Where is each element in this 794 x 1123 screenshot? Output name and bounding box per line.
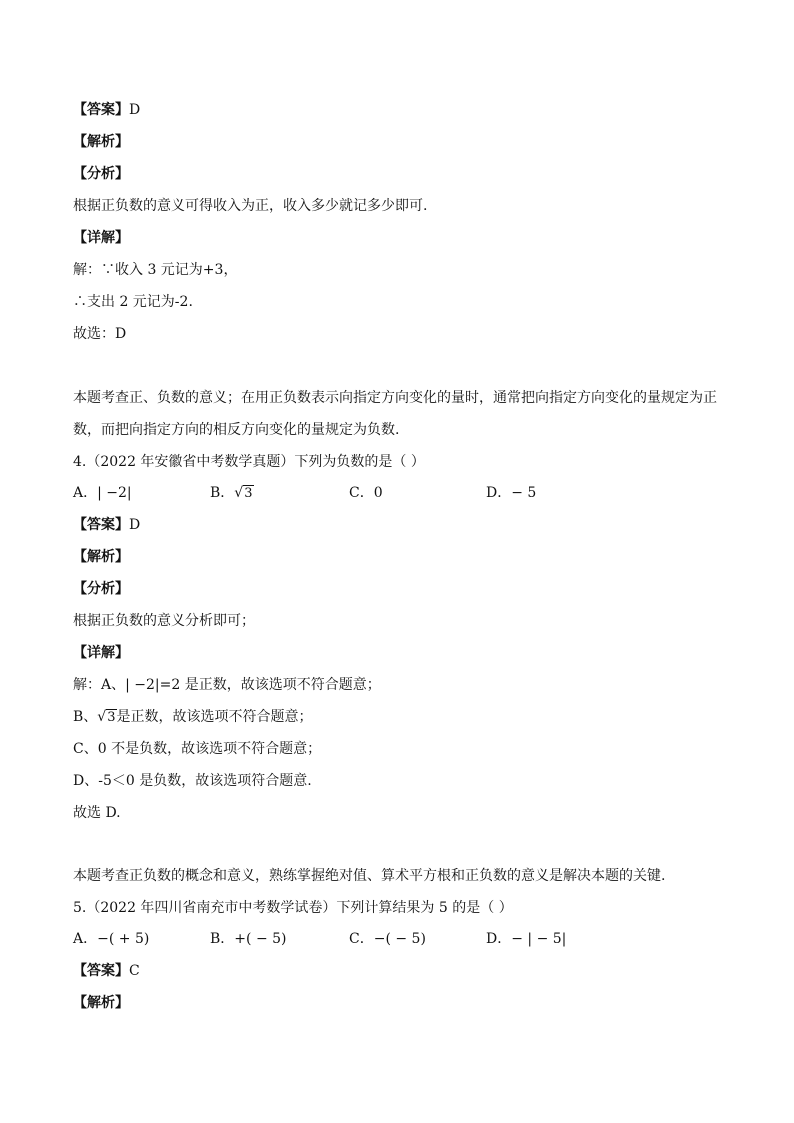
answer-value: D	[129, 517, 141, 533]
fenxi-label: 【分析】	[73, 581, 129, 597]
question-5-stem: 5.（2022 年四川省南充市中考数学试卷）下列计算结果为 5 的是（ ）	[73, 900, 513, 916]
option-a: A．| −2|	[73, 485, 132, 501]
analysis-label: 【解析】	[73, 134, 129, 150]
summary-line: 本题考查正负数的概念和意义，熟练掌握绝对值、算术平方根和正负数的意义是解决本题的关键.	[73, 868, 666, 884]
option-c: C．0	[349, 485, 383, 501]
option-d: D．− | − 5|	[486, 931, 567, 947]
detail-label: 【详解】	[73, 230, 129, 246]
answer-line	[73, 515, 733, 535]
option-b: B．√3	[210, 483, 254, 504]
fenxi-text: 根据正负数的意义分析即可；	[73, 613, 255, 629]
option-b: B．+( − 5)	[210, 931, 287, 947]
answer-label: 【答案】	[73, 963, 129, 979]
answer-line	[73, 961, 733, 981]
detail-line: D、-5＜0 是负数，故该选项符合题意.	[73, 773, 312, 789]
detail-line: 解：A、| −2|=2 是正数，故该选项不符合题意；	[73, 677, 381, 693]
answer-label: 【答案】	[73, 102, 129, 118]
sqrt-symbol: √3	[234, 485, 253, 501]
question-4-stem: 4.（2022 年安徽省中考数学真题）下列为负数的是（ ）	[73, 454, 425, 470]
detail-label: 【详解】	[73, 645, 129, 661]
answer-value: D	[129, 102, 141, 118]
option-c: C．−( − 5)	[349, 931, 426, 947]
detail-line: 故选 D.	[73, 805, 121, 821]
answer-line	[73, 100, 733, 120]
detail-line: 故选：D	[73, 326, 127, 342]
answer-value: C	[129, 963, 140, 979]
answer-label: 【答案】	[73, 517, 129, 533]
detail-line: B、√3是正数，故该选项不符合题意；	[73, 707, 733, 728]
option-a: A．−( + 5)	[73, 931, 150, 947]
detail-line: 解：∵收入 3 元记为+3，	[73, 262, 238, 278]
fenxi-text: 根据正负数的意义可得收入为正，收入多少就记多少即可.	[73, 198, 428, 214]
option-d: D．− 5	[486, 485, 537, 501]
fenxi-label: 【分析】	[73, 166, 129, 182]
summary-line: 数，而把向指定方向的相反方向变化的量规定为负数.	[73, 422, 400, 438]
analysis-label: 【解析】	[73, 549, 129, 565]
analysis-label: 【解析】	[73, 995, 129, 1011]
sqrt-symbol: √3	[97, 709, 116, 725]
summary-line: 本题考查正、负数的意义；在用正负数表示向指定方向变化的量时，通常把向指定方向变化的量规定为正	[73, 390, 717, 406]
detail-line: ∴支出 2 元记为-2.	[73, 294, 193, 310]
detail-line: C、0 不是负数，故该选项不符合题意；	[73, 741, 322, 757]
